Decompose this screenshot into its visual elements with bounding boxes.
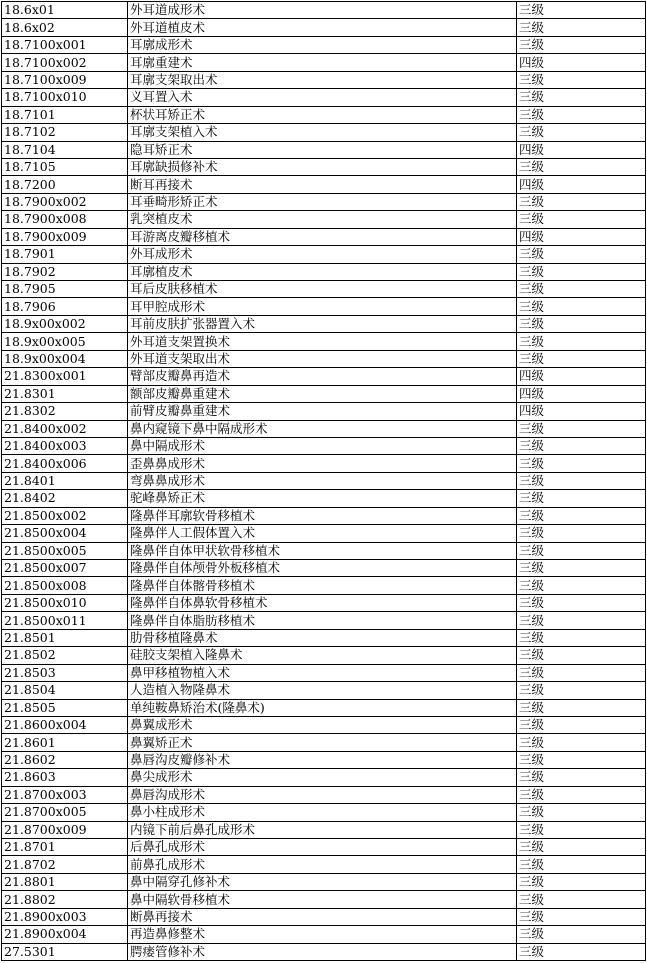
- procedure-name-cell: 隆鼻伴自体颅骨外板移植术: [128, 560, 517, 577]
- procedure-code-cell: 21.8602: [2, 751, 128, 768]
- table-row: [2, 472, 646, 489]
- procedure-code-cell: 21.8500x007: [2, 560, 128, 577]
- procedure-code-cell: 21.8500x004: [2, 525, 128, 542]
- procedure-code-cell: 18.7906: [2, 298, 128, 315]
- procedure-name-cell: 前鼻孔成形术: [128, 856, 517, 873]
- procedure-name-cell: 耳廓植皮术: [128, 263, 517, 280]
- procedure-code-cell: 21.8301: [2, 385, 128, 402]
- procedure-name-cell: 鼻甲移植物植入术: [128, 664, 517, 681]
- surgery-level-cell: 三级: [517, 315, 646, 332]
- procedure-code-cell: 21.8900x003: [2, 908, 128, 925]
- table-row: [2, 246, 646, 263]
- surgery-level-cell: 三级: [517, 612, 646, 629]
- table-row: [2, 315, 646, 332]
- table-row: [2, 716, 646, 733]
- surgery-level-cell: 三级: [517, 734, 646, 751]
- table-row: [2, 821, 646, 838]
- surgery-level-cell: 三级: [517, 158, 646, 175]
- procedure-code-cell: 21.8500x010: [2, 594, 128, 611]
- procedure-name-cell: 耳廓成形术: [128, 36, 517, 53]
- procedure-name-cell: 隐耳矫正术: [128, 141, 517, 158]
- procedure-code-cell: 18.7104: [2, 141, 128, 158]
- table-row: [2, 577, 646, 594]
- table-row: [2, 54, 646, 71]
- table-row: [2, 89, 646, 106]
- procedure-name-cell: 鼻唇沟成形术: [128, 786, 517, 803]
- table-row: [2, 455, 646, 472]
- surgery-level-cell: 三级: [517, 71, 646, 88]
- table-row: [2, 385, 646, 402]
- surgery-level-cell: 三级: [517, 873, 646, 890]
- surgery-level-cell: 三级: [517, 647, 646, 664]
- procedure-code-cell: 18.7100x002: [2, 54, 128, 71]
- table-row: [2, 769, 646, 786]
- surgery-level-cell: 三级: [517, 298, 646, 315]
- procedure-name-cell: 前臂皮瓣鼻重建术: [128, 403, 517, 420]
- table-row: [2, 19, 646, 36]
- surgery-level-cell: 三级: [517, 106, 646, 123]
- surgery-level-cell: 三级: [517, 472, 646, 489]
- surgery-level-cell: 三级: [517, 437, 646, 454]
- table-row: [2, 629, 646, 646]
- surgery-level-cell: 四级: [517, 176, 646, 193]
- table-row: [2, 193, 646, 210]
- procedure-name-cell: 后鼻孔成形术: [128, 839, 517, 856]
- procedure-name-cell: 隆鼻伴自体鼻软骨移植术: [128, 594, 517, 611]
- procedure-code-cell: 21.8400x003: [2, 437, 128, 454]
- table-row: [2, 403, 646, 420]
- procedure-code-cell: 18.7200: [2, 176, 128, 193]
- procedure-name-cell: 杯状耳矫正术: [128, 106, 517, 123]
- procedure-name-cell: 鼻中隔穿孔修补术: [128, 873, 517, 890]
- procedure-code-cell: 21.8500x008: [2, 577, 128, 594]
- procedure-code-cell: 18.7900x002: [2, 193, 128, 210]
- procedure-table: [1, 1, 646, 961]
- procedure-code-cell: 18.9x00x005: [2, 333, 128, 350]
- procedure-code-cell: 21.8700x009: [2, 821, 128, 838]
- surgery-level-cell: 四级: [517, 54, 646, 71]
- table-row: [2, 525, 646, 542]
- procedure-code-cell: 18.7905: [2, 281, 128, 298]
- table-row: [2, 437, 646, 454]
- table-row: [2, 786, 646, 803]
- procedure-name-cell: 内镜下前后鼻孔成形术: [128, 821, 517, 838]
- procedure-code-cell: 21.8401: [2, 472, 128, 489]
- procedure-name-cell: 鼻唇沟皮瓣修补术: [128, 751, 517, 768]
- table-row: [2, 420, 646, 437]
- procedure-name-cell: 人造植入物隆鼻术: [128, 682, 517, 699]
- procedure-name-cell: 硅胶支架植入隆鼻术: [128, 647, 517, 664]
- procedure-code-cell: 21.8701: [2, 839, 128, 856]
- table-row: [2, 734, 646, 751]
- procedure-name-cell: 断鼻再接术: [128, 908, 517, 925]
- surgery-level-cell: 三级: [517, 193, 646, 210]
- procedure-name-cell: 外耳成形术: [128, 246, 517, 263]
- surgery-level-cell: 三级: [517, 525, 646, 542]
- procedure-name-cell: 鼻中隔成形术: [128, 437, 517, 454]
- table-row: [2, 71, 646, 88]
- procedure-code-cell: 21.8500x011: [2, 612, 128, 629]
- procedure-name-cell: 义耳置入术: [128, 89, 517, 106]
- procedure-name-cell: 额部皮瓣鼻重建术: [128, 385, 517, 402]
- procedure-name-cell: 隆鼻伴自体脂肪移植术: [128, 612, 517, 629]
- table-row: [2, 141, 646, 158]
- surgery-level-cell: 三级: [517, 246, 646, 263]
- procedure-code-cell: 21.8302: [2, 403, 128, 420]
- surgery-level-cell: 三级: [517, 943, 646, 960]
- table-row: [2, 176, 646, 193]
- procedure-name-cell: 隆鼻伴人工假体置入术: [128, 525, 517, 542]
- surgery-level-cell: 四级: [517, 368, 646, 385]
- surgery-level-cell: 三级: [517, 36, 646, 53]
- procedure-code-cell: 18.7902: [2, 263, 128, 280]
- table-row: [2, 891, 646, 908]
- procedure-name-cell: 隆鼻伴自体髂骨移植术: [128, 577, 517, 594]
- surgery-level-cell: 三级: [517, 124, 646, 141]
- procedure-code-cell: 21.8801: [2, 873, 128, 890]
- table-row: [2, 699, 646, 716]
- procedure-code-cell: 21.8504: [2, 682, 128, 699]
- table-row: [2, 647, 646, 664]
- surgery-level-cell: 三级: [517, 716, 646, 733]
- table-row: [2, 263, 646, 280]
- table-row: [2, 211, 646, 228]
- surgery-level-cell: 三级: [517, 89, 646, 106]
- table-row: [2, 158, 646, 175]
- table-row: [2, 873, 646, 890]
- procedure-code-cell: 18.7900x009: [2, 228, 128, 245]
- table-row: [2, 368, 646, 385]
- procedure-name-cell: 弯鼻鼻成形术: [128, 472, 517, 489]
- surgery-level-cell: 三级: [517, 560, 646, 577]
- procedure-name-cell: 耳甲腔成形术: [128, 298, 517, 315]
- procedure-name-cell: 外耳道支架置换术: [128, 333, 517, 350]
- table-row: [2, 926, 646, 943]
- procedure-table-container: [1, 1, 646, 961]
- procedure-code-cell: 21.8600x004: [2, 716, 128, 733]
- surgery-level-cell: 三级: [517, 891, 646, 908]
- surgery-level-cell: 三级: [517, 577, 646, 594]
- procedure-code-cell: 21.8400x006: [2, 455, 128, 472]
- procedure-code-cell: 18.7102: [2, 124, 128, 141]
- surgery-level-cell: 三级: [517, 507, 646, 524]
- procedure-name-cell: 耳廓缺损修补术: [128, 158, 517, 175]
- surgery-level-cell: 三级: [517, 786, 646, 803]
- table-row: [2, 943, 646, 960]
- surgery-level-cell: 三级: [517, 821, 646, 838]
- table-row: [2, 839, 646, 856]
- surgery-level-cell: 三级: [517, 804, 646, 821]
- surgery-level-cell: 四级: [517, 141, 646, 158]
- procedure-code-cell: 21.8505: [2, 699, 128, 716]
- table-row: [2, 856, 646, 873]
- procedure-table-body: [2, 2, 646, 961]
- surgery-level-cell: 三级: [517, 751, 646, 768]
- procedure-code-cell: 18.9x00x004: [2, 350, 128, 367]
- surgery-level-cell: 三级: [517, 699, 646, 716]
- table-row: [2, 350, 646, 367]
- table-row: [2, 36, 646, 53]
- procedure-name-cell: 再造鼻修整术: [128, 926, 517, 943]
- procedure-name-cell: 鼻翼成形术: [128, 716, 517, 733]
- table-row: [2, 490, 646, 507]
- surgery-level-cell: 三级: [517, 856, 646, 873]
- surgery-level-cell: 三级: [517, 542, 646, 559]
- procedure-name-cell: 乳突植皮术: [128, 211, 517, 228]
- surgery-level-cell: 三级: [517, 420, 646, 437]
- procedure-name-cell: 鼻小柱成形术: [128, 804, 517, 821]
- procedure-name-cell: 外耳道植皮术: [128, 19, 517, 36]
- surgery-level-cell: 三级: [517, 682, 646, 699]
- table-row: [2, 751, 646, 768]
- procedure-code-cell: 21.8700x003: [2, 786, 128, 803]
- table-row: [2, 507, 646, 524]
- surgery-level-cell: 四级: [517, 385, 646, 402]
- procedure-code-cell: 18.6x01: [2, 2, 128, 19]
- procedure-name-cell: 驼峰鼻矫正术: [128, 490, 517, 507]
- surgery-level-cell: 三级: [517, 664, 646, 681]
- surgery-level-cell: 三级: [517, 839, 646, 856]
- procedure-code-cell: 18.7105: [2, 158, 128, 175]
- table-row: [2, 612, 646, 629]
- surgery-level-cell: 三级: [517, 926, 646, 943]
- procedure-name-cell: 耳后皮肤移植术: [128, 281, 517, 298]
- surgery-level-cell: 三级: [517, 908, 646, 925]
- surgery-level-cell: 三级: [517, 281, 646, 298]
- procedure-name-cell: 耳廓重建术: [128, 54, 517, 71]
- procedure-code-cell: 21.8601: [2, 734, 128, 751]
- table-row: [2, 298, 646, 315]
- procedure-code-cell: 21.8900x004: [2, 926, 128, 943]
- procedure-name-cell: 耳廓支架取出术: [128, 71, 517, 88]
- table-row: [2, 804, 646, 821]
- procedure-code-cell: 18.7900x008: [2, 211, 128, 228]
- procedure-name-cell: 外耳道支架取出术: [128, 350, 517, 367]
- table-row: [2, 228, 646, 245]
- procedure-name-cell: 耳垂畸形矫正术: [128, 193, 517, 210]
- procedure-name-cell: 耳廓支架植入术: [128, 124, 517, 141]
- procedure-code-cell: 18.7901: [2, 246, 128, 263]
- table-row: [2, 542, 646, 559]
- procedure-code-cell: 21.8501: [2, 629, 128, 646]
- surgery-level-cell: 三级: [517, 769, 646, 786]
- procedure-name-cell: 耳前皮肤扩张器置入术: [128, 315, 517, 332]
- procedure-name-cell: 断耳再接术: [128, 176, 517, 193]
- procedure-code-cell: 21.8603: [2, 769, 128, 786]
- procedure-name-cell: 鼻中隔软骨移植术: [128, 891, 517, 908]
- procedure-code-cell: 27.5301: [2, 943, 128, 960]
- surgery-level-cell: 三级: [517, 455, 646, 472]
- table-row: [2, 664, 646, 681]
- procedure-name-cell: 隆鼻伴自体甲状软骨移植术: [128, 542, 517, 559]
- surgery-level-cell: 三级: [517, 263, 646, 280]
- procedure-code-cell: 21.8802: [2, 891, 128, 908]
- surgery-level-cell: 四级: [517, 403, 646, 420]
- procedure-code-cell: 18.6x02: [2, 19, 128, 36]
- procedure-code-cell: 21.8503: [2, 664, 128, 681]
- table-row: [2, 560, 646, 577]
- procedure-code-cell: 21.8300x001: [2, 368, 128, 385]
- procedure-code-cell: 21.8500x005: [2, 542, 128, 559]
- surgery-level-cell: 三级: [517, 19, 646, 36]
- table-row: [2, 682, 646, 699]
- table-row: [2, 2, 646, 19]
- procedure-code-cell: 21.8500x002: [2, 507, 128, 524]
- table-row: [2, 106, 646, 123]
- table-row: [2, 333, 646, 350]
- procedure-code-cell: 21.8400x002: [2, 420, 128, 437]
- procedure-name-cell: 歪鼻鼻成形术: [128, 455, 517, 472]
- surgery-level-cell: 三级: [517, 333, 646, 350]
- procedure-name-cell: 隆鼻伴耳廓软骨移植术: [128, 507, 517, 524]
- procedure-code-cell: 18.7100x009: [2, 71, 128, 88]
- table-row: [2, 908, 646, 925]
- procedure-name-cell: 鼻内窥镜下鼻中隔成形术: [128, 420, 517, 437]
- procedure-name-cell: 耳游离皮瓣移植术: [128, 228, 517, 245]
- procedure-code-cell: 18.7100x010: [2, 89, 128, 106]
- table-row: [2, 281, 646, 298]
- procedure-code-cell: 18.7101: [2, 106, 128, 123]
- procedure-code-cell: 21.8402: [2, 490, 128, 507]
- procedure-name-cell: 腭瘘管修补术: [128, 943, 517, 960]
- procedure-name-cell: 臂部皮瓣鼻再造术: [128, 368, 517, 385]
- procedure-code-cell: 18.7100x001: [2, 36, 128, 53]
- table-row: [2, 594, 646, 611]
- procedure-code-cell: 21.8700x005: [2, 804, 128, 821]
- surgery-level-cell: 三级: [517, 490, 646, 507]
- procedure-name-cell: 鼻尖成形术: [128, 769, 517, 786]
- procedure-name-cell: 鼻翼矫正术: [128, 734, 517, 751]
- procedure-name-cell: 单纯鞍鼻矫治术(隆鼻术): [128, 699, 517, 716]
- procedure-code-cell: 18.9x00x002: [2, 315, 128, 332]
- surgery-level-cell: 三级: [517, 594, 646, 611]
- table-row: [2, 124, 646, 141]
- surgery-level-cell: 三级: [517, 350, 646, 367]
- surgery-level-cell: 三级: [517, 2, 646, 19]
- surgery-level-cell: 三级: [517, 629, 646, 646]
- procedure-name-cell: 外耳道成形术: [128, 2, 517, 19]
- procedure-name-cell: 肋骨移植隆鼻术: [128, 629, 517, 646]
- procedure-code-cell: 21.8702: [2, 856, 128, 873]
- surgery-level-cell: 三级: [517, 211, 646, 228]
- procedure-code-cell: 21.8502: [2, 647, 128, 664]
- surgery-level-cell: 四级: [517, 228, 646, 245]
